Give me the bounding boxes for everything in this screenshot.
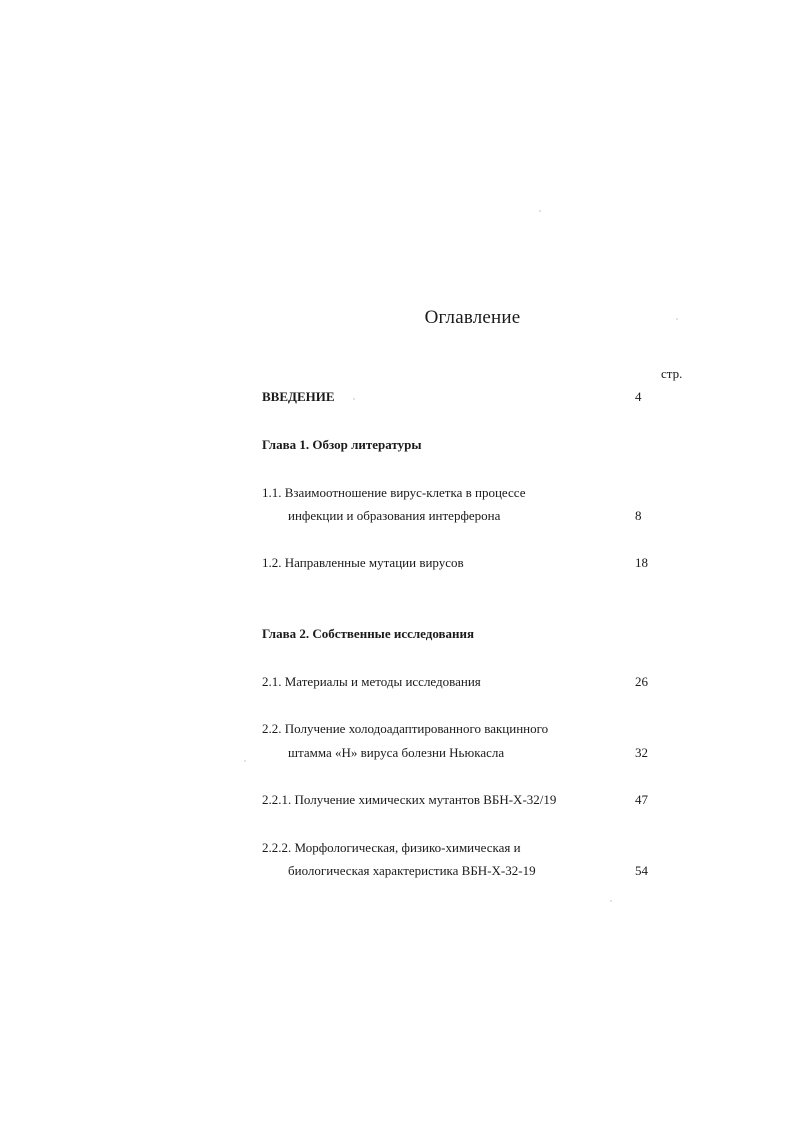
page-column-label: стр. — [661, 366, 683, 381]
toc-page-number: 32 — [635, 745, 648, 760]
toc-chapter-2-heading: Глава 2. Собственные исследования — [262, 626, 475, 641]
page-title: Оглавление — [424, 307, 521, 328]
toc-page-number: 26 — [635, 674, 648, 689]
scan-speck — [610, 900, 612, 902]
toc-entry-2-2-1: 2.2.1. Получение химических мутантов ВБН-Х-32/19 — [262, 792, 557, 807]
toc-page-number: 8 — [635, 508, 642, 523]
toc-entry-1-2: 1.2. Направленные мутации вирусов — [262, 555, 464, 570]
toc-entry-introduction: ВВЕДЕНИЕ — [262, 389, 335, 404]
toc-page-number: 47 — [635, 792, 648, 807]
toc-entry-2-1: 2.1. Материалы и методы исследования — [262, 674, 481, 689]
scan-speck — [244, 760, 246, 762]
toc-page-number: 4 — [635, 389, 642, 404]
toc-chapter-1-heading: Глава 1. Обзор литературы — [262, 437, 422, 452]
toc-page-number: 18 — [635, 555, 648, 570]
toc-entry-2-2-continuation: штамма «Н» вируса болезни Ньюкасла — [288, 745, 505, 760]
toc-entry-1-1-continuation: инфекции и образования интерферона — [288, 508, 501, 523]
scan-speck — [353, 398, 355, 400]
scan-speck — [539, 210, 541, 212]
scan-speck — [676, 318, 678, 320]
toc-entry-2-2: 2.2. Получение холодоадаптированного вакцинного — [262, 721, 549, 736]
toc-page-number: 54 — [635, 863, 648, 878]
toc-entry-2-2-2: 2.2.2. Морфологическая, физико-химическая и — [262, 840, 521, 855]
toc-entry-1-1: 1.1. Взаимоотношение вирус-клетка в процессе — [262, 485, 526, 500]
toc-entry-2-2-2-continuation: биологическая характеристика ВБН-Х-32-19 — [288, 863, 536, 878]
